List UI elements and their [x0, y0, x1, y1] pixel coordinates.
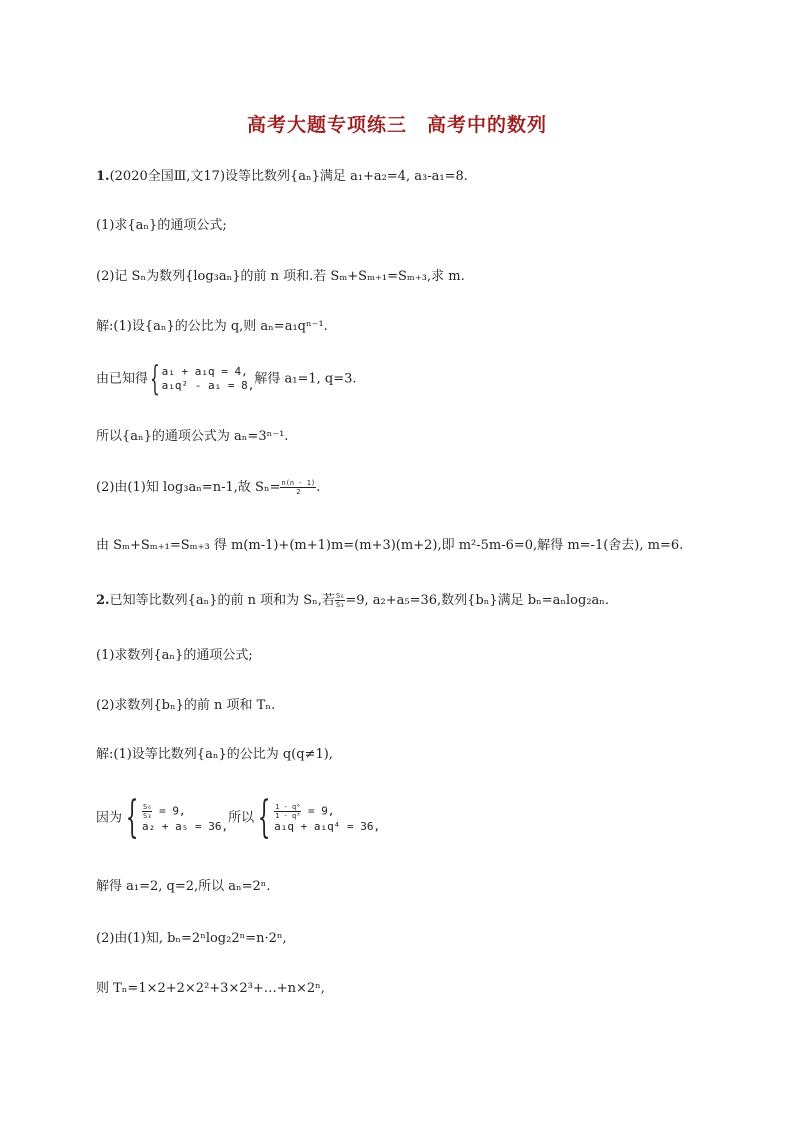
- q2-stem-prefix: 已知等比数列{aₙ}的前 n 项和为 Sₙ,若: [109, 593, 335, 608]
- q1-stem-text: (2020全国Ⅲ,文17)设等比数列{aₙ}满足 a₁+a₂=4, a₃-a₁=8.: [109, 169, 468, 184]
- fraction-numerator: S₆: [143, 802, 152, 811]
- q1-solution-4: [96, 479, 320, 497]
- fraction-numerator: n(n - 1): [281, 479, 316, 487]
- equation-rhs: = 9,: [301, 804, 335, 817]
- page-title: 高考大题专项练三 高考中的数列: [246, 114, 547, 136]
- fraction: [280, 479, 316, 496]
- q1-stem: [96, 168, 468, 186]
- q2-solution-2-prefix: 因为: [96, 810, 123, 826]
- equation-row-2: a₁q² - a₁ = 8,: [161, 379, 255, 392]
- q2-solution-3: 解得 a₁=2, q=2,所以 aₙ=2ⁿ.: [96, 879, 271, 894]
- fraction-denominator: S₃: [335, 601, 345, 609]
- q2-solution-2: [96, 792, 381, 843]
- q2-stem-suffix: =9, a₂+a₅=36,数列{bₙ}满足 bₙ=aₙlog₂aₙ.: [345, 593, 610, 608]
- fraction-denominator: 1 - q³: [275, 811, 301, 820]
- fraction-numerator: 1 - q⁶: [275, 802, 301, 811]
- fraction: [142, 803, 152, 820]
- q1-part2: (2)记 Sₙ为数列{log₃aₙ}的前 n 项和.若 Sₘ+Sₘ₊₁=Sₘ₊₃,求 m.: [96, 269, 465, 284]
- fraction-denominator: S₃: [143, 811, 152, 820]
- equation-row-2: a₂ + a₅ = 36,: [142, 819, 229, 833]
- q1-solution-3: 所以{aₙ}的通项公式为 aₙ=3ⁿ⁻¹.: [96, 429, 289, 444]
- fraction: [335, 592, 345, 609]
- left-brace: {: [257, 792, 271, 843]
- fraction-numerator: S₆: [335, 592, 345, 600]
- period: .: [316, 480, 321, 495]
- left-brace: {: [149, 359, 160, 399]
- equation-row-2: a₁q + a₁q⁴ = 36,: [274, 819, 381, 833]
- q2-stem: [96, 592, 609, 610]
- q1-solution-2-result: 解得 a₁=1, q=3.: [254, 371, 357, 387]
- fraction: [274, 803, 301, 820]
- fraction-denominator: 2: [296, 488, 301, 496]
- equation-system-b: [274, 803, 380, 834]
- q2-solution-2-middle: 所以: [228, 810, 255, 826]
- q1-number: 1.: [96, 169, 110, 184]
- equation-row-1: [274, 803, 380, 820]
- q1-solution-4-prefix: (2)由(1)知 log₃aₙ=n-1,故 Sₙ=: [96, 480, 281, 495]
- equation-row-1: a₁ + a₁q = 4,: [161, 365, 248, 378]
- q2-part2: (2)求数列{bₙ}的前 n 项和 Tₙ.: [96, 698, 276, 713]
- q1-solution-2: [96, 359, 357, 399]
- q1-solution-1: 解:(1)设{aₙ}的公比为 q,则 aₙ=a₁qⁿ⁻¹.: [96, 319, 328, 334]
- q1-part1: (1)求{aₙ}的通项公式;: [96, 218, 227, 233]
- q2-solution-5: 则 Tₙ=1×2+2×2²+3×2³+…+n×2ⁿ,: [96, 981, 325, 996]
- q1-solution-5: 由 Sₘ+Sₘ₊₁=Sₘ₊₃ 得 m(m-1)+(m+1)m=(m+3)(m+2),即 m²-5m-6=0,解得 m=-1(舍去), m=6.: [96, 538, 684, 553]
- q2-solution-1: 解:(1)设等比数列{aₙ}的公比为 q(q≠1),: [96, 747, 333, 762]
- q2-number: 2.: [96, 593, 110, 608]
- equation-system-a: [142, 803, 228, 834]
- equation-rhs: = 9,: [152, 804, 186, 817]
- q2-solution-4: (2)由(1)知, bₙ=2ⁿlog₂2ⁿ=n·2ⁿ,: [96, 931, 287, 946]
- left-brace: {: [125, 792, 139, 843]
- q2-part1: (1)求数列{aₙ}的通项公式;: [96, 648, 253, 663]
- equation-system: [162, 365, 255, 393]
- equation-row-1: [142, 803, 228, 820]
- q1-solution-2-prefix: 由已知得: [96, 371, 149, 387]
